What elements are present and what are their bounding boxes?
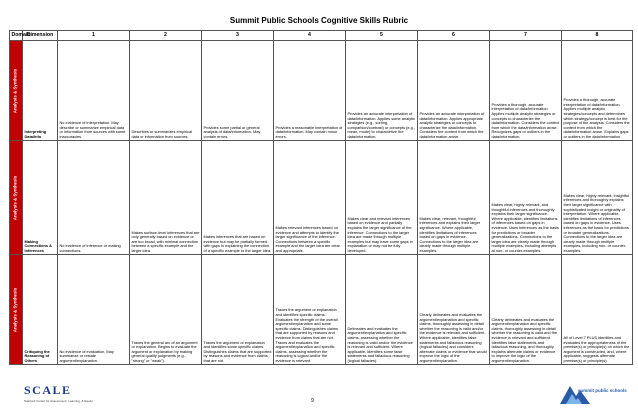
header-row — [10, 31, 633, 41]
rubric-cell: Provides a thorough, accurate interpretation of data/information. Applies multiple analytic strategies or concepts to characterize the data/information. Considers the context from which the data/information arose. Recognizes gaps or outliers in the data/information. — [490, 41, 562, 141]
level-header-1: 1 — [58, 31, 130, 41]
level-header-7: 7 — [490, 31, 562, 41]
scale-logo-subtitle: Stanford Center for Assessment, Learning, & Equity — [24, 399, 93, 403]
rubric-cell: No evidence of interpretation. May describe or summarize empirical data or information from sources with some inaccuracies. — [58, 41, 130, 141]
dimension-cell: Interpreting Data/Info — [23, 41, 58, 141]
domain-cell: Analysis & Synthesis — [10, 255, 23, 365]
rubric-cell: All of Level 7 PLUS identifies and evaluates the appropriateness of the premise(s) or principle(s) on which the argument is constructed, and, where applicable, suggests alternate premise(s) or principle(s). — [562, 255, 633, 365]
level-header-2: 2 — [130, 31, 202, 41]
rubric-cell: Traces the general arc of an argument or explanation. Begins to evaluate the argument or explanation by making general quality judgments (e.g., "strong" or "weak"). — [130, 255, 202, 365]
scale-logo-word: SCALE — [24, 383, 72, 397]
rubric-cell: Makes clear, highly relevant, insightful inferences and thoroughly explains their larger significance with sophisticated insight or originality of interpretation. Where applicable, identifies limitations of inferences based on gaps in evidence. Uses inferences as the basis for predictions or broader generalizations. Connections to the larger idea are clearly made through multiple examples, including non- or counter-examples. — [562, 141, 633, 255]
level-header-8: 8 — [562, 31, 633, 41]
rubric-cell: Traces the argument or explanation and identifies some specific claims. Distinguishes claims that are supported by reasons and evidence from claims that are not. — [202, 255, 274, 365]
level-header-6: 6 — [418, 31, 490, 41]
rubric-cell: Makes clear, relevant, thoughtful inferences and explains their larger significance. Where applicable, identifies limitations of inferences based on gaps in evidence. Connections to the larger idea are clearly made through multiple examples. — [418, 141, 490, 255]
rubric-cell: Provides a thorough, accurate interpretation of data/information. Applies multiple analytic strategies/concepts and determines which strategy/concept is best for the purpose of the analysis. Considers the context from which the data/information arose. Explains gaps or outliers in the data/information. — [562, 41, 633, 141]
dimension-header: Dimension — [23, 31, 58, 41]
summit-logo-text: summit public schools — [578, 388, 627, 393]
table-row — [10, 141, 633, 255]
rubric-cell: Describes or summarizes empirical data or information from sources. — [130, 41, 202, 141]
rubric-cell: Provides an accurate interpretation of data/information. Applies some analytic strategies (e.g., sorting, comparison/contrast) or concepts (e.g., mean, mode) to characterize the data/information. — [346, 41, 418, 141]
domain-header: Domain — [10, 31, 23, 41]
rubric-cell: Makes surface-level inferences that are only generally based on evidence or are too broad, with minimal connection between a specific example and the larger idea. — [130, 141, 202, 255]
level-header-4: 4 — [274, 31, 346, 41]
level-header-5: 5 — [346, 31, 418, 41]
table-row — [10, 255, 633, 365]
rubric-cell: Provides a reasonable interpretation of data/information. May contain minor errors. — [274, 41, 346, 141]
rubric-cell: Makes clear and relevant inferences based on evidence and partially explains the larger significance of the inference. Connections to the larger idea are made through multiple examples but may have some gaps in explanation or may not be fully developed. — [346, 141, 418, 255]
rubric-cell: No evidence of inference or making connections. — [58, 141, 130, 255]
rubric-table — [9, 30, 633, 365]
rubric-cell: Delineates and evaluates the argument/explanation and specific claims, assessing whether the reasoning is valid and/or the evidence is relevant and sufficient. Where applicable, identifies some false statements and fallacious reasoning (logical fallacies). — [346, 255, 418, 365]
table-row — [10, 41, 633, 141]
rubric-cell: Clearly delineates and evaluates the argument/explanation and specific claims, thoroughly assessing in detail whether the reasoning is valid and the evidence is relevant and sufficient. Identifies false statements and fallacious reasoning, and thoroughly explains alternate claims or evidence to improve the logic of the argument/explanation. — [490, 255, 562, 365]
rubric-cell: Clearly delineates and evaluates the argument/explanation and specific claims, thoroughly assessing in detail whether the reasoning is valid and/or the evidence is relevant and sufficient. Where applicable, identifies false statements and fallacious reasoning (logical fallacies) and considers alternate claims or evidence that would improve the logic of the argument/explanation. — [418, 255, 490, 365]
rubric-cell: Provides an accurate interpretation of data/information. Applies appropriate analytic strategies or concepts to characterize the data/information. Considers the context from which the data/information arose. — [418, 41, 490, 141]
dimension-cell: Making Connections & Inferences — [23, 141, 58, 255]
rubric-cell: Provides some partial or general analysis of data/information. May contain errors. — [202, 41, 274, 141]
page-title: Summit Public Schools Cognitive Skills Rubric — [229, 16, 409, 25]
rubric-cell: Makes clear, highly relevant, and thoughtful inferences and thoroughly explains their larger significance. Where applicable, identifies limitations of inferences based on gaps in evidence. Uses inferences as the basis for predictions or broader generalizations. Connections to the larger idea are clearly made through multiple examples, including attempts at non- or counter-examples. — [490, 141, 562, 255]
rubric-cell: Makes relevant inferences based on evidence and attempts to identify the larger significance of the inference. Connections between a specific example and the larger idea are clear and appropriate. — [274, 141, 346, 255]
domain-cell: Analysis & Synthesis — [10, 141, 23, 255]
dimension-cell: Critiquing the Reasoning of Others — [23, 255, 58, 365]
summit-logo-icon — [556, 380, 596, 408]
rubric-cell: Makes inferences that are based on evidence but may be partially formed with gaps in explaining the connection of a specific example to the larger idea. — [202, 141, 274, 255]
page-number: 9 — [311, 398, 314, 404]
scale-logo — [24, 383, 93, 403]
rubric-cell: Traces the argument or explanation and identifies specific claims. Evaluates the strength of the overall argument/explanation and some specific claims. Distinguishes claims that are supported by reasons and evidence from claims that are not. Traces and evaluates the argument/explanation and specific claims, assessing whether the reasoning is logical and/or the evidence is relevant. — [274, 255, 346, 365]
domain-cell: Analysis & Synthesis — [10, 41, 23, 141]
rubric-cell: No evidence of evaluation. May summarize or restate argument/explanation. — [58, 255, 130, 365]
level-header-3: 3 — [202, 31, 274, 41]
